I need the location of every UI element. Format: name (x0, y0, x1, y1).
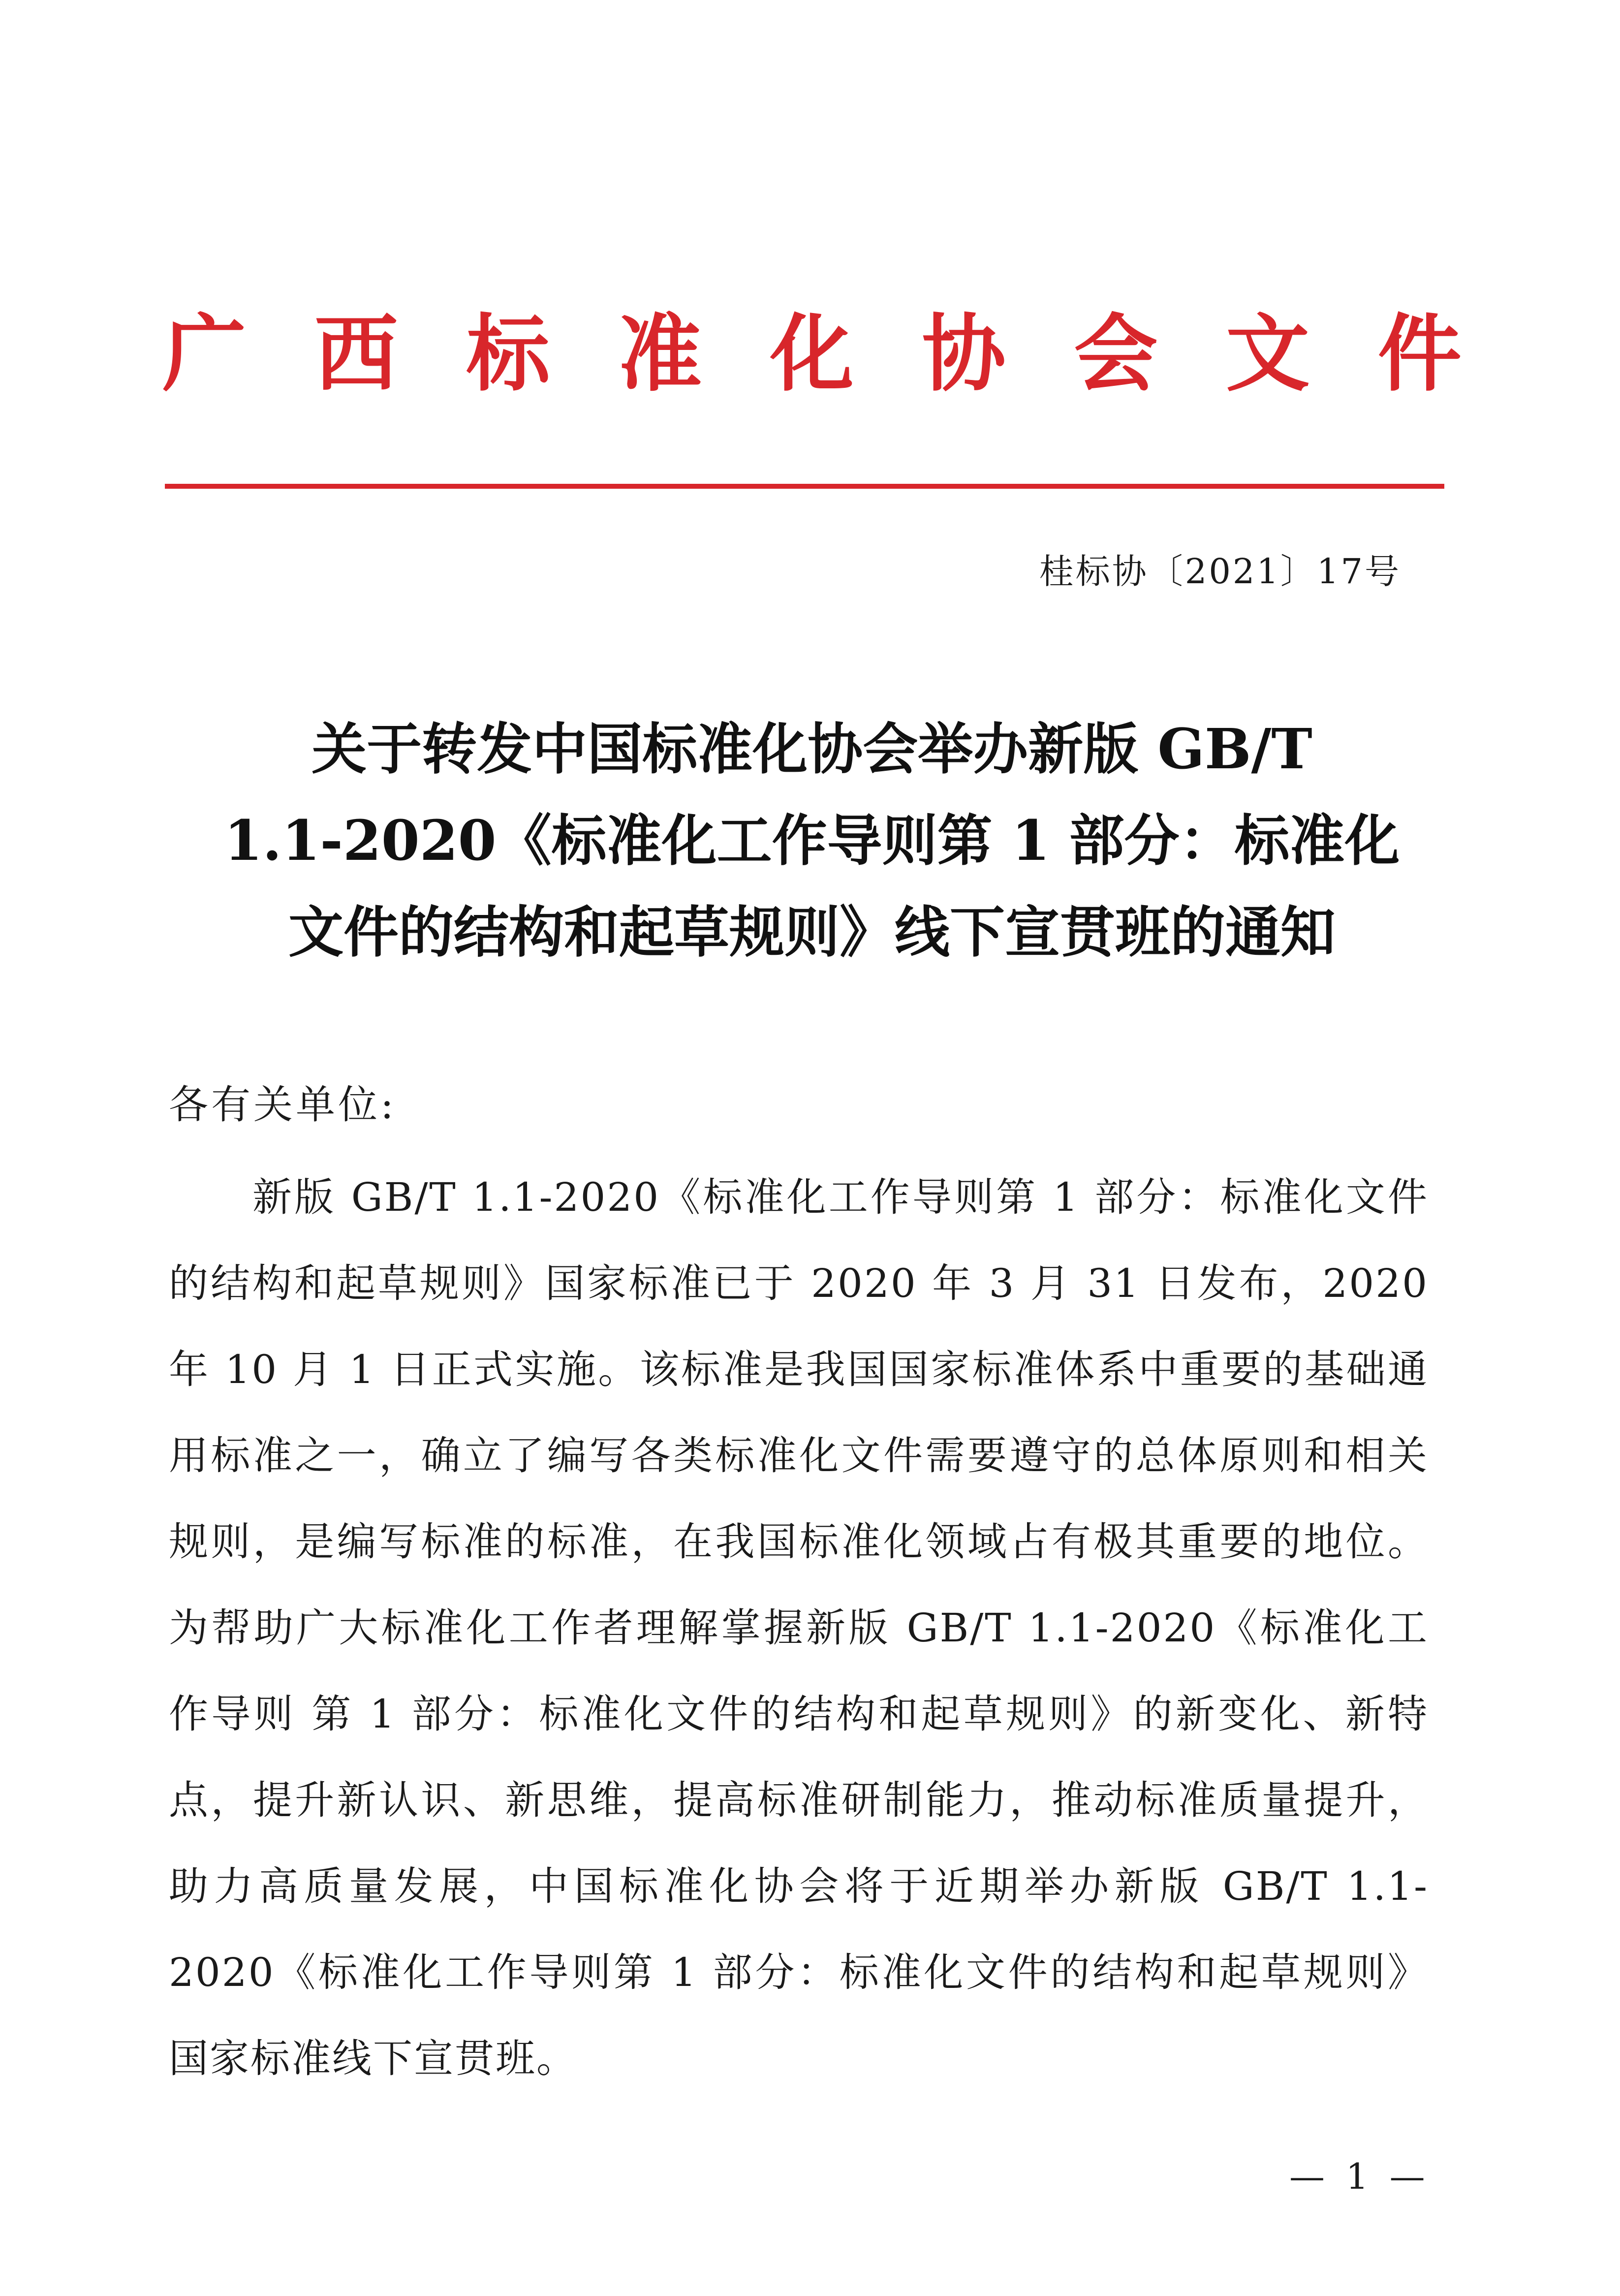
header-char: 西 (314, 306, 398, 403)
header-char: 文 (1226, 306, 1310, 403)
header-char: 化 (770, 306, 854, 403)
title-line: 1.1-2020《标准化工作导则第 1 部分：标准化 (224, 809, 1400, 873)
document-number: 桂标协〔2021〕17号 (1039, 551, 1401, 592)
organization-header (162, 300, 1462, 409)
salutation: 各有关单位: (169, 1082, 397, 1128)
header-char: 标 (466, 306, 550, 403)
red-divider-line (165, 484, 1444, 489)
title-line: 关于转发中国标准化协会举办新版 GB/T (312, 717, 1312, 782)
body-paragraph: 新版 GB/T 1.1-2020《标准化工作导则第 1 部分：标准化文件的结构和起草规则》国家标准已于 2020 年 3 月 31 日发布，2020 年 10 月 1 日正式实施。该标准是我国国家标准体系中重要的基础通用标准之一，确立了编写各类标准化文件需要遵守的总体原则和相关规则，是编写标准的标准，在我国标准化领域占有极其重要的地位。为帮助广大标准化工作者理解掌握新版 GB/T 1.1-2020《标准化工作导则 第 1 部分：标准化文件的结构和起草规则》的新变化、新特点，提升新认识、新思维，提高标准研制能力，推动标准质量提升，助力高质量发展，中国标准化协会将于近期举办新版 GB/T 1.1-2020《标准化工作导则第 1 部分：标准化文件的结构和起草规则》国家标准线下宣贯班。 (169, 1174, 1429, 2081)
header-char: 件 (1377, 306, 1462, 403)
header-char: 协 (922, 306, 1006, 403)
header-char: 会 (1074, 306, 1158, 403)
title-line: 文件的结构和起草规则》线下宣贯班的通知 (288, 900, 1336, 965)
document-title (162, 704, 1462, 978)
page-number: — 1 — (1289, 2156, 1430, 2197)
header-char: 准 (618, 306, 702, 403)
header-char: 广 (162, 306, 247, 403)
